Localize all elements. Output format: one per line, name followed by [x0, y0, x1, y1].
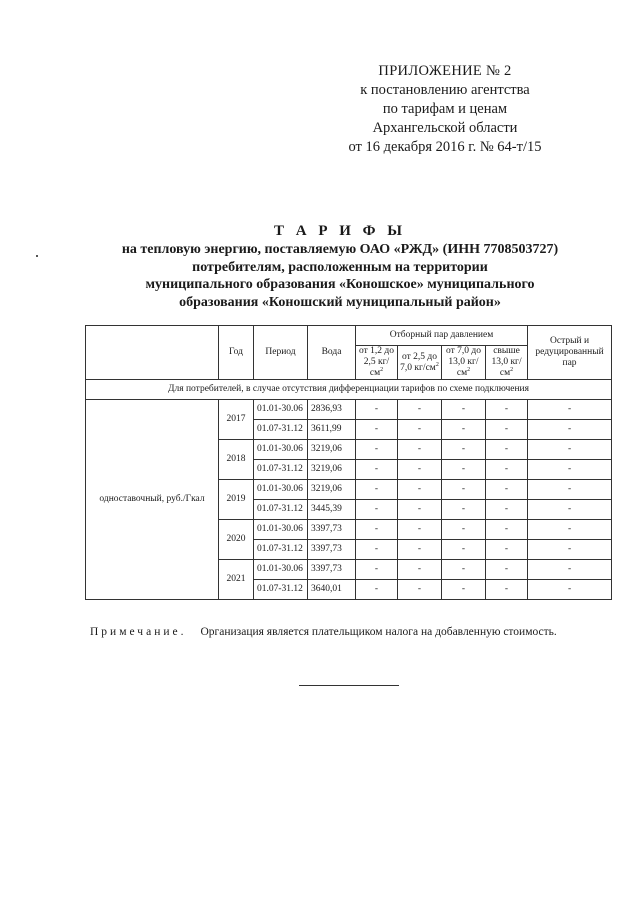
period-cell: 01.07-31.12 [254, 540, 308, 560]
sharp-steam-tariff-cell: - [528, 480, 612, 500]
appendix-line-3: по тарифам и ценам [382, 101, 508, 117]
year-cell: 2017 [219, 400, 254, 440]
water-tariff-cell: 3445,39 [308, 500, 356, 520]
sharp-steam-tariff-cell: - [528, 460, 612, 480]
table-row [86, 400, 612, 420]
steam-tariff-cell: - [442, 500, 486, 520]
title-line-1: на тепловую энергию, поставляемую ОАО «РЖД» (ИНН 7708503727) [121, 242, 559, 257]
steam-tariff-cell: - [398, 540, 442, 560]
sharp-steam-tariff-cell: - [528, 580, 612, 600]
footnote-text: Организация является плательщиком налога на добавленную стоимость. [200, 626, 557, 638]
header-steam-2: от 2,5 до 7,0 $кг/см^2$ [398, 346, 442, 380]
water-tariff-cell: 3397,73 [308, 540, 356, 560]
section-note: Для потребителей, в случае отсутствия дифференциации тарифов по схеме подключения [86, 380, 612, 400]
steam-tariff-cell: - [486, 560, 528, 580]
period-cell: 01.07-31.12 [254, 580, 308, 600]
year-cell: 2021 [219, 560, 254, 600]
header-steam-4: свыше 13,0 $кг/см^2$ [486, 346, 528, 380]
steam-tariff-cell: - [442, 540, 486, 560]
steam-tariff-cell: - [442, 460, 486, 480]
steam-tariff-cell: - [356, 400, 398, 420]
header-period: Период [254, 326, 308, 380]
steam-tariff-cell: - [398, 420, 442, 440]
footnote-label: Примечание. [90, 626, 187, 638]
steam-tariff-cell: - [398, 480, 442, 500]
steam-tariff-cell: - [398, 520, 442, 540]
period-cell: 01.07-31.12 [254, 460, 308, 480]
steam-tariff-cell: - [356, 520, 398, 540]
steam-tariff-cell: - [398, 580, 442, 600]
steam-tariff-cell: - [356, 440, 398, 460]
steam-tariff-cell: - [356, 500, 398, 520]
footnote [90, 626, 630, 638]
steam-tariff-cell: - [442, 560, 486, 580]
header-steam-3: от 7,0 до 13,0 $кг/см^2$ [442, 346, 486, 380]
sharp-steam-tariff-cell: - [528, 400, 612, 420]
period-cell: 01.01-30.06 [254, 560, 308, 580]
water-tariff-cell: 2836,93 [308, 400, 356, 420]
period-cell: 01.07-31.12 [254, 500, 308, 520]
water-tariff-cell: 3219,06 [308, 440, 356, 460]
appendix-header [330, 62, 560, 157]
sharp-steam-tariff-cell: - [528, 420, 612, 440]
sharp-steam-tariff-cell: - [528, 540, 612, 560]
closing-rule [299, 685, 399, 686]
appendix-line-4: Архангельской области [372, 120, 518, 136]
steam-tariff-cell: - [486, 420, 528, 440]
steam-tariff-cell: - [398, 400, 442, 420]
sharp-steam-tariff-cell: - [528, 520, 612, 540]
steam-tariff-cell: - [442, 440, 486, 460]
steam-tariff-cell: - [486, 500, 528, 520]
period-cell: 01.01-30.06 [254, 480, 308, 500]
year-cell: 2018 [219, 440, 254, 480]
water-tariff-cell: 3640,01 [308, 580, 356, 600]
category-cell: одноставочный, руб./Гкал [86, 400, 219, 600]
appendix-title: ПРИЛОЖЕНИЕ № 2 [378, 63, 512, 79]
header-water: Вода [308, 326, 356, 380]
steam-tariff-cell: - [486, 540, 528, 560]
header-steam-1: от 1,2 до 2,5 $кг/см^2$ [356, 346, 398, 380]
steam-tariff-cell: - [398, 560, 442, 580]
steam-tariff-cell: - [356, 460, 398, 480]
water-tariff-cell: 3397,73 [308, 520, 356, 540]
period-cell: 01.01-30.06 [254, 400, 308, 420]
header-sharp-steam: Острый и редуцированный пар [528, 326, 612, 380]
steam-tariff-cell: - [486, 520, 528, 540]
water-tariff-cell: 3219,06 [308, 460, 356, 480]
period-cell: 01.01-30.06 [254, 440, 308, 460]
title-line-2: потребителям, расположенным на территории [192, 259, 488, 275]
scan-speck [36, 255, 38, 257]
tariff-table [85, 325, 612, 600]
steam-tariff-cell: - [486, 460, 528, 480]
steam-tariff-cell: - [356, 480, 398, 500]
period-cell: 01.01-30.06 [254, 520, 308, 540]
steam-tariff-cell: - [442, 580, 486, 600]
header-steam-group: Отборный пар давлением [356, 326, 528, 346]
steam-tariff-cell: - [356, 420, 398, 440]
steam-tariff-cell: - [442, 420, 486, 440]
sharp-steam-tariff-cell: - [528, 440, 612, 460]
title-line-4: образования «Коношский муниципальный район» [179, 294, 501, 310]
steam-tariff-cell: - [486, 400, 528, 420]
steam-tariff-cell: - [398, 440, 442, 460]
steam-tariff-cell: - [356, 580, 398, 600]
header-year: Год [219, 326, 254, 380]
steam-tariff-cell: - [442, 480, 486, 500]
water-tariff-cell: 3219,06 [308, 480, 356, 500]
steam-tariff-cell: - [486, 580, 528, 600]
header-category-empty [86, 326, 219, 380]
water-tariff-cell: 3397,73 [308, 560, 356, 580]
year-cell: 2020 [219, 520, 254, 560]
title-main: Т А Р И Ф Ы [273, 223, 407, 239]
document-title [60, 221, 620, 311]
sharp-steam-tariff-cell: - [528, 500, 612, 520]
steam-tariff-cell: - [398, 460, 442, 480]
steam-tariff-cell: - [398, 500, 442, 520]
steam-tariff-cell: - [356, 540, 398, 560]
period-cell: 01.07-31.12 [254, 420, 308, 440]
appendix-line-5: от 16 декабря 2016 г. № 64-т/15 [348, 139, 542, 155]
steam-tariff-cell: - [356, 560, 398, 580]
sharp-steam-tariff-cell: - [528, 560, 612, 580]
steam-tariff-cell: - [442, 520, 486, 540]
year-cell: 2019 [219, 480, 254, 520]
steam-tariff-cell: - [486, 440, 528, 460]
water-tariff-cell: 3611,99 [308, 420, 356, 440]
steam-tariff-cell: - [486, 480, 528, 500]
steam-tariff-cell: - [442, 400, 486, 420]
title-line-3: муниципального образования «Коношское» муниципального [145, 277, 535, 292]
appendix-line-2: к постановлению агентства [360, 82, 530, 98]
